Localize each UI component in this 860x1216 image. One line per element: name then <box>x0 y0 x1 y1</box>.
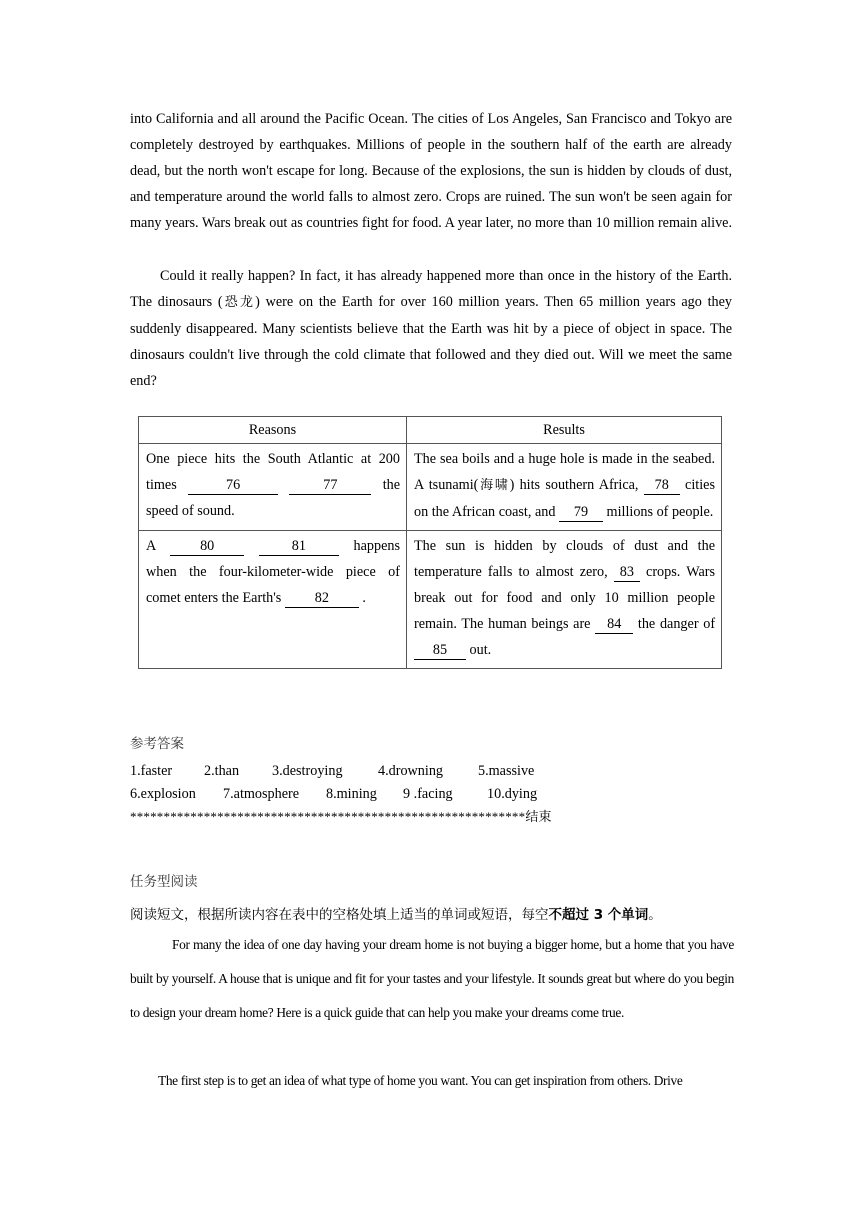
passage-paragraph-2 <box>130 263 732 394</box>
table-header-results: Results <box>407 417 722 444</box>
answer-item: 8.mining <box>326 786 377 802</box>
answer-item: 3.destroying <box>272 763 343 779</box>
result-chinese-gloss: 海啸 <box>478 478 510 494</box>
reason-2-text-b: happens when <box>146 537 401 580</box>
instructions-text: 阅读短文，根据所读内容在表中的空格处填上适当的单词或短语，每空 <box>130 907 549 923</box>
answer-item: 7.atmosphere <box>223 786 300 802</box>
passage2-paragraph-2-text: The first step is to get an idea of what type of home you want. You can get inspiration from others. Drive <box>158 1073 683 1088</box>
section-title: 任务型阅读 <box>130 874 198 890</box>
answer-item: 10.dying <box>487 786 538 802</box>
answer-item: 5.massive <box>478 763 535 779</box>
result-2-text-e: out. <box>469 642 492 659</box>
table-row <box>139 444 722 531</box>
answer-item: 2.than <box>204 763 240 779</box>
result-2-text-b: crops. Wars break out for food and only 10 million people remain. The human beings are <box>414 563 716 633</box>
reasons-results-table <box>138 416 722 669</box>
table-row <box>139 530 722 668</box>
result-2-text-d: danger of <box>659 616 716 633</box>
passage2-paragraph-1 <box>130 928 734 1030</box>
result-1-text-d: millions of people. <box>606 504 714 521</box>
reason-cell-2 <box>139 530 407 668</box>
passage-paragraph-1-text: into California and all around the Pacific Ocean. The cities of Los Angeles, San Francisco and Tokyo are completely destroyed by earthquakes. Millions of people in the southern half of the earth are already dead, but the north won't escape for long. Because of the explosions, the sun is hidden by clouds of dust, and temperature around the world falls to almost zero. Crops are ruined. The sun won't be seen again for many years. Wars break out as countries fight for food. A year later, no more than 10 million remain alive. <box>130 111 733 231</box>
blank-80[interactable]: 80 <box>170 537 244 556</box>
passage-chinese-gloss: 恐龙 <box>222 295 256 310</box>
table-header-row <box>139 417 722 444</box>
section-instructions <box>130 903 662 923</box>
answer-item: 9 .facing <box>403 786 453 802</box>
result-1-text-b: ) hits southern Africa, <box>509 477 639 494</box>
separator-stars <box>130 806 552 825</box>
answer-item: 6.explosion <box>130 786 196 802</box>
blank-78[interactable]: 78 <box>644 476 680 495</box>
reason-2-text-a: A <box>146 537 156 554</box>
instructions-bold: 不超过 3 个单词 <box>548 907 649 923</box>
answers-row-1 <box>130 761 534 781</box>
answer-item: 1.faster <box>130 763 173 779</box>
reason-cell-1 <box>139 444 407 531</box>
result-2-text-a: The sun is hidden by clouds of dust and the temperature falls to almost zero, <box>414 537 715 580</box>
blank-76[interactable]: 76 <box>188 476 278 495</box>
answers-heading: 参考答案 <box>130 736 184 752</box>
reason-1-text-b: the speed of sound. <box>146 477 401 520</box>
separator-stars-text: *********************************************************** <box>130 809 526 824</box>
passage2-paragraph-1-text: For many the idea of one day having your dream home is not buying a bigger home, but a home that you have built by yourself. A house that is unique and fit for your tastes and your lifestyle. It sounds great but where do you begin to design your dream home? Here is a quick guide that can help you make your dreams come true. <box>130 937 734 1020</box>
reason-1-text-a: One piece hits the South Atlantic at 200 times <box>146 451 400 494</box>
blank-79[interactable]: 79 <box>559 503 603 522</box>
result-cell-2 <box>407 530 722 668</box>
blank-77[interactable]: 77 <box>289 476 371 495</box>
passage2-paragraph-2 <box>130 1064 734 1098</box>
blank-81[interactable]: 81 <box>259 537 339 556</box>
reason-2-text-d: . <box>362 590 366 607</box>
reason-2-text-c: the four-kilometer-wide piece of comet enters the Earth's <box>146 563 401 607</box>
result-cell-1 <box>407 444 722 531</box>
passage-paragraph-2-text-b: ) were on the Earth for over 160 million years. Then 65 million years ago they suddenly disappeared. Many scientists believe that the Earth was hit by a piece of object in space. The dinosaurs couldn't live through the cold climate that followed and they died out. Will we meet the same end? <box>130 294 732 389</box>
answer-item: 4.drowning <box>378 763 444 779</box>
table-header-reasons: Reasons <box>139 417 407 444</box>
result-1-text-a: The sea boils and a huge hole is made in the seabed. A tsunami( <box>414 451 715 494</box>
blank-82[interactable]: 82 <box>285 589 359 608</box>
result-1-text-c: cities on the African coast, and <box>414 477 715 521</box>
passage-paragraph-1 <box>130 106 732 236</box>
blank-83[interactable]: 83 <box>614 563 640 582</box>
result-2-text-c: the <box>637 616 656 633</box>
passage-paragraph-2-text-a: Could it really happen? In fact, it has already happened more than once in the history of the Earth. The dinosaurs ( <box>130 268 732 310</box>
answers-row-2 <box>130 784 537 804</box>
instructions-end: 。 <box>648 907 662 923</box>
separator-end-label: 结束 <box>525 810 552 825</box>
blank-85[interactable]: 85 <box>414 641 466 660</box>
blank-84[interactable]: 84 <box>595 615 633 634</box>
